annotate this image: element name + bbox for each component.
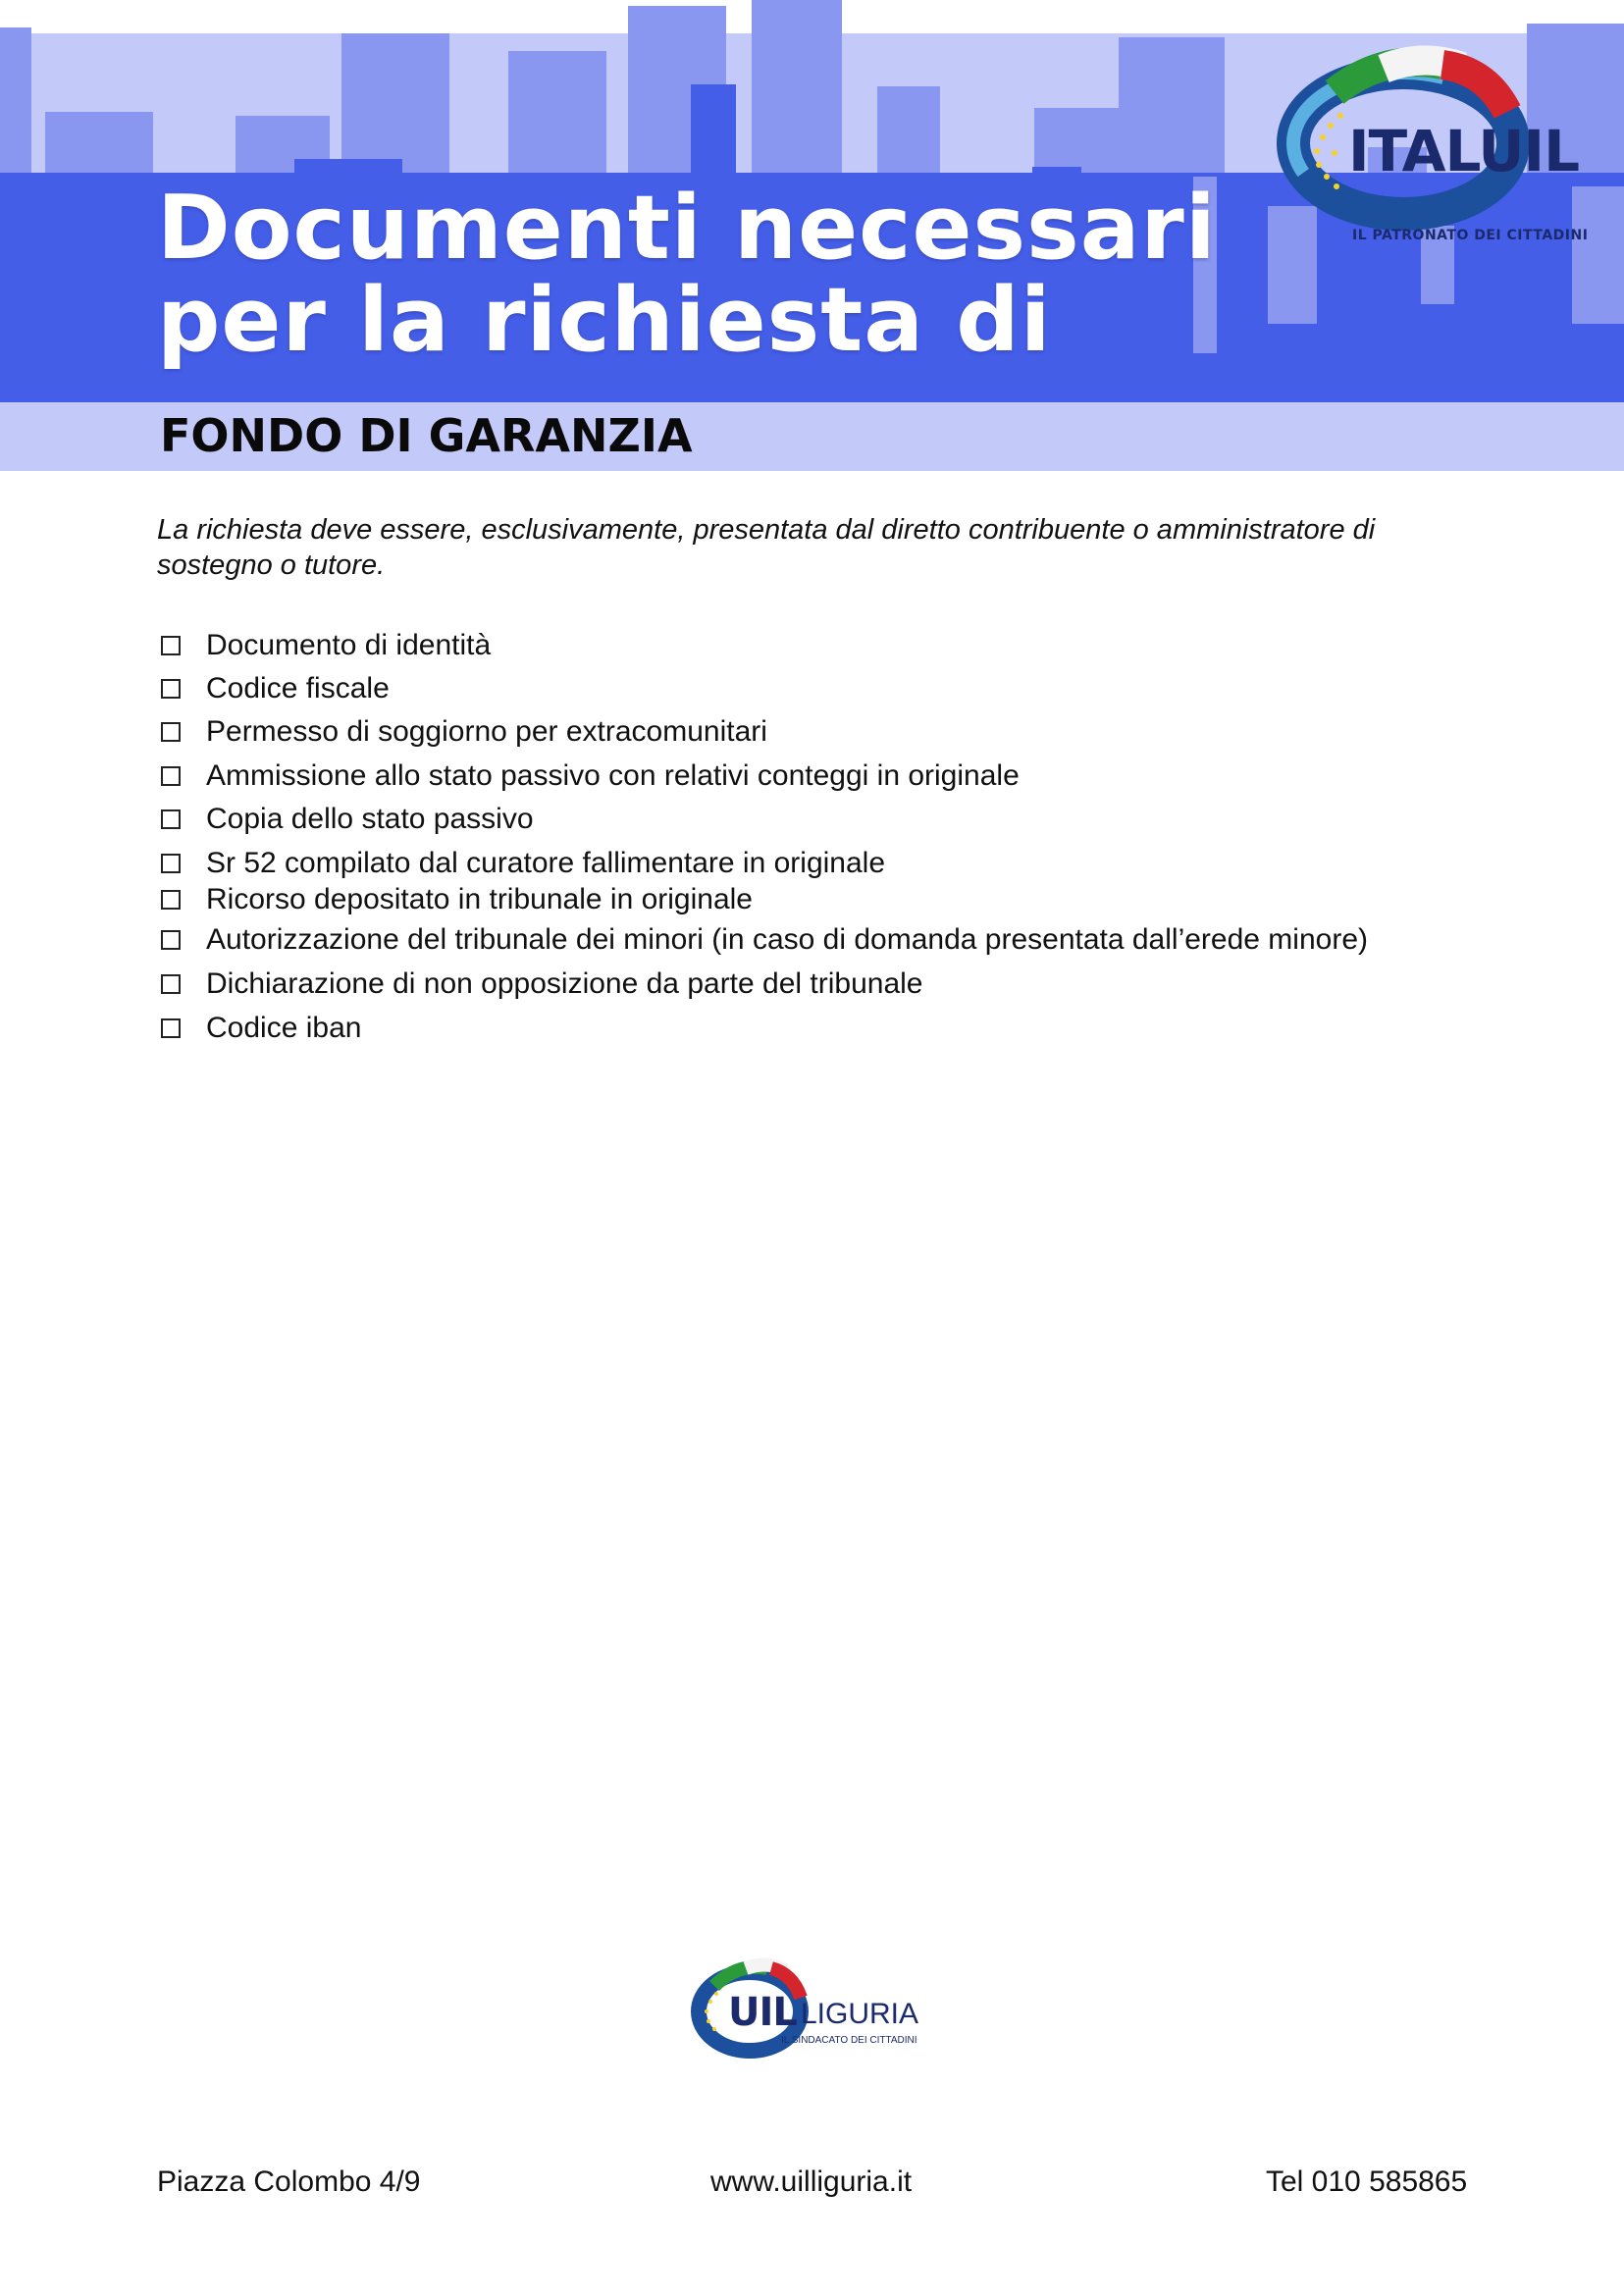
region-wordmark: LIGURIA (801, 1998, 919, 2030)
header-banner (0, 0, 1624, 471)
checkbox-icon[interactable] (161, 890, 181, 910)
checklist-item-label: Sr 52 compilato dal curatore fallimentare in originale (206, 847, 886, 879)
page-title (157, 177, 1217, 372)
checklist-item-label: Permesso di soggiorno per extracomunitari (206, 715, 767, 748)
checkbox-icon[interactable] (161, 636, 181, 655)
uil-liguria-logo (687, 1953, 922, 2070)
checklist-item-label: Copia dello stato passivo (206, 803, 534, 835)
uil-tagline: IL SINDACATO DEI CITTADINI (781, 2035, 917, 2046)
checklist-item-label: Codice fiscale (206, 672, 390, 704)
checkbox-icon[interactable] (161, 722, 181, 742)
checklist-item (157, 882, 753, 917)
checklist-item (157, 758, 1020, 794)
intro-text: La richiesta deve essere, esclusivamente, presentata dal diretto contribuente o amministratore di sostegno o tutore. (157, 514, 1376, 581)
logo-wordmark: ITALUIL (1348, 118, 1580, 184)
subtitle: FONDO DI GARANZIA (160, 409, 693, 462)
checkbox-icon[interactable] (161, 766, 181, 786)
checklist-item-label: Ricorso depositato in tribunale in originale (206, 883, 753, 915)
footer-website[interactable]: www.uilliguria.it (710, 2166, 913, 2198)
checkbox-icon[interactable] (161, 679, 181, 699)
checklist-item (157, 922, 1368, 958)
checklist-item (157, 671, 390, 706)
italuil-logo (1276, 35, 1599, 251)
checklist-item-label: Codice iban (206, 1012, 362, 1044)
uil-wordmark: UIL (728, 1990, 797, 2035)
checkbox-icon[interactable] (161, 1018, 181, 1038)
footer-address: Piazza Colombo 4/9 (157, 2166, 421, 2198)
checklist-item-label: Dichiarazione di non opposizione da parte del tribunale (206, 967, 923, 1000)
logo-tagline: IL PATRONATO DEI CITTADINI (1352, 228, 1589, 243)
checklist-item-label: Autorizzazione del tribunale dei minori (in caso di domanda presentata dall’erede minore) (206, 923, 1368, 956)
checklist-item (157, 1011, 361, 1046)
checklist-item (157, 846, 885, 881)
checklist-item (157, 714, 767, 750)
checklist-item (157, 966, 923, 1002)
checklist-item (157, 628, 491, 663)
title-line-1: Documenti necessari (157, 177, 1217, 280)
checkbox-icon[interactable] (161, 974, 181, 994)
checkbox-icon[interactable] (161, 930, 181, 950)
checklist-item-label: Documento di identità (206, 629, 492, 661)
footer-phone: Tel 010 585865 (1266, 2166, 1468, 2198)
checkbox-icon[interactable] (161, 854, 181, 873)
checkbox-icon[interactable] (161, 809, 181, 829)
title-line-2: per la richiesta di (157, 269, 1052, 372)
checklist-item (157, 802, 534, 837)
checklist-item-label: Ammissione allo stato passivo con relativi conteggi in originale (206, 759, 1020, 792)
